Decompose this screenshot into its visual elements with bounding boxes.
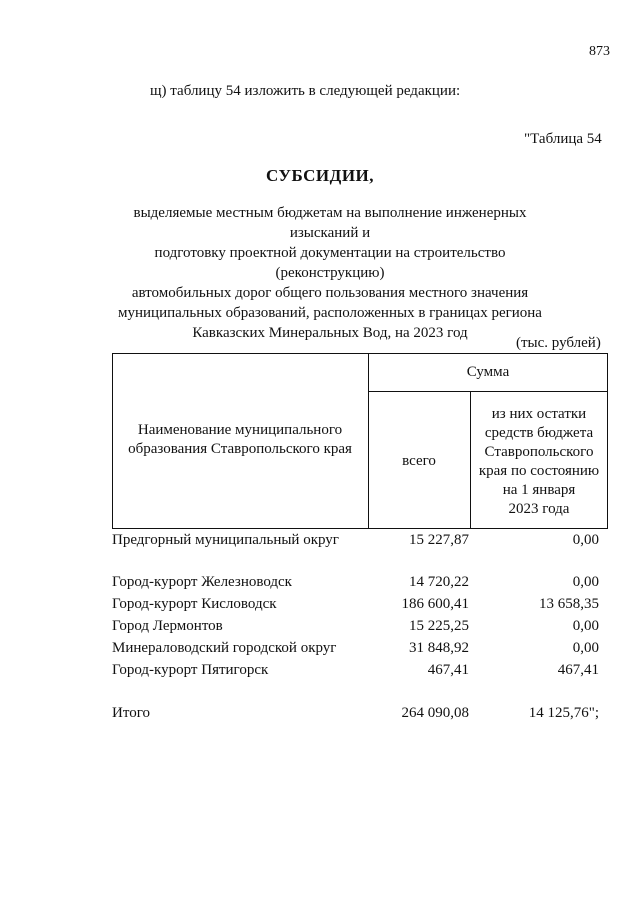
document-subtitle (100, 203, 560, 343)
header-remainder-cell (470, 405, 608, 519)
row-remainder: 0,00 (572, 532, 599, 548)
subtitle-line: подготовку проектной документации на строительство (реконструкцию) (154, 245, 506, 281)
row-total: 15 225,25 (409, 618, 469, 634)
document-title: СУБСИДИИ, (265, 166, 375, 185)
row-total: 15 227,87 (409, 532, 469, 548)
header-name-line: образования Ставропольского края (128, 441, 352, 457)
header-remainder-line: из них остатки (491, 406, 587, 422)
row-name: Минераловодский городской округ (112, 640, 337, 656)
subtitle-line: Кавказских Минеральных Вод, на 2023 год (192, 325, 468, 341)
subtitle-line: автомобильных дорог общего пользования местного значения (131, 285, 529, 301)
row-remainder: 0,00 (572, 618, 599, 634)
row-total: 14 720,22 (409, 574, 469, 590)
row-total: 467,41 (427, 662, 469, 678)
header-remainder-line: края по состоянию (478, 463, 600, 479)
row-remainder: 0,00 (572, 574, 599, 590)
total-remainder: 14 125,76"; (528, 705, 599, 721)
table-sum-divider (368, 391, 608, 392)
row-name: Город-курорт Железноводск (112, 574, 292, 590)
total-value: 264 090,08 (401, 705, 469, 721)
table-label: "Таблица 54 (524, 131, 602, 147)
row-name: Город-курорт Пятигорск (112, 662, 269, 678)
header-remainder-line: Ставропольского (484, 444, 594, 460)
header-total-cell: всего (402, 453, 436, 469)
units-label: (тыс. рублей) (516, 335, 601, 351)
subtitle-line: выделяемые местным бюджетам на выполнение инженерных изысканий и (133, 205, 527, 241)
header-sum-cell: Сумма (466, 364, 510, 380)
header-remainder-line: средств бюджета (484, 425, 594, 441)
intro-text: щ) таблицу 54 изложить в следующей редакции: (150, 83, 461, 99)
header-remainder-line: на 1 января (502, 482, 576, 498)
row-name: Город-курорт Кисловодск (112, 596, 277, 612)
header-name-cell (112, 421, 368, 459)
row-remainder: 13 658,35 (539, 596, 599, 612)
row-total: 31 848,92 (409, 640, 469, 656)
row-total: 186 600,41 (401, 596, 469, 612)
header-remainder-line: 2023 года (508, 501, 570, 517)
row-name: Предгорный муниципальный округ (112, 532, 339, 548)
row-remainder: 467,41 (557, 662, 599, 678)
row-remainder: 0,00 (572, 640, 599, 656)
total-label: Итого (112, 705, 150, 721)
page-number: 873 (589, 44, 610, 59)
row-name: Город Лермонтов (112, 618, 223, 634)
header-name-line: Наименование муниципального (137, 422, 343, 438)
subtitle-line: муниципальных образований, расположенных в границах региона (118, 305, 542, 321)
table-border-top (112, 353, 608, 354)
table-header-bottom (112, 528, 608, 529)
